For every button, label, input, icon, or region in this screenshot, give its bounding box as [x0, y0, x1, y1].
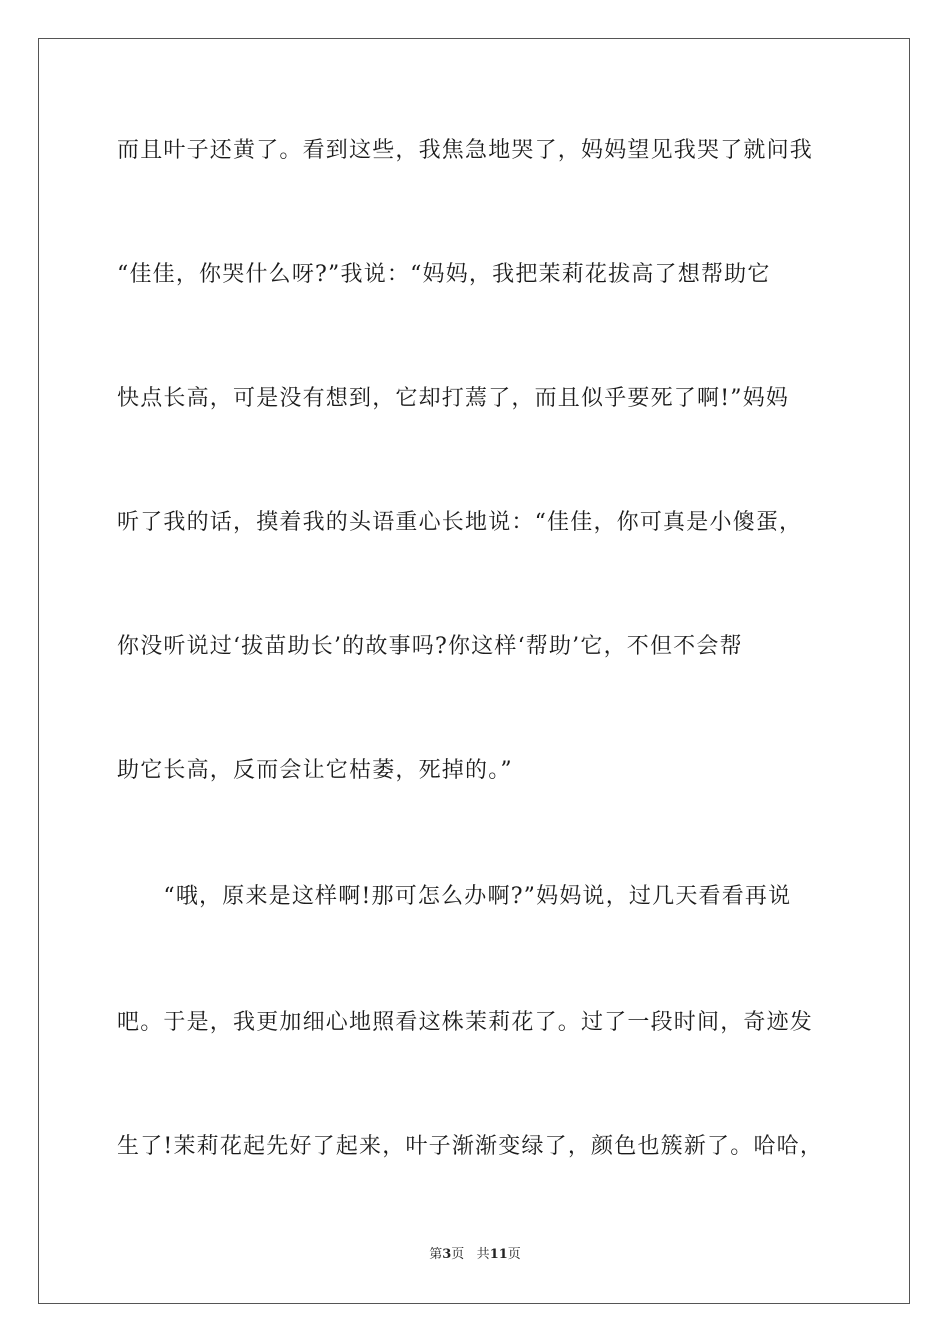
text-line-5: 你没听说过‘拔苗助长’的故事吗?你这样‘帮助’它，不但不会帮: [117, 634, 743, 659]
footer-total-prefix: 共: [476, 1247, 490, 1262]
text-line-9: 生了!茉莉花起先好了起来，叶子渐渐变绿了，颜色也簇新了。哈哈，: [117, 1134, 824, 1159]
text-line-4: 听了我的话，摸着我的头语重心长地说：“佳佳，你可真是小傻蛋，: [117, 510, 803, 535]
footer-total-number: 11: [489, 1247, 508, 1262]
text-line-7: “哦，原来是这样啊!那可怎么办啊?”妈妈说，过几天看看再说: [117, 884, 792, 909]
text-line-1: 而且叶子还黄了。看到这些，我焦急地哭了，妈妈望见我哭了就问我: [117, 138, 814, 163]
footer-page-prefix: 第: [429, 1247, 443, 1262]
footer-page-number: 3: [442, 1247, 452, 1262]
page-border: [38, 38, 910, 1304]
text-line-6: 助它长高，反而会让它枯萎，死掉的。”: [117, 758, 513, 783]
footer-page-suffix: 页: [451, 1247, 465, 1262]
page-footer: [0, 1246, 950, 1264]
footer-total-suffix: 页: [507, 1247, 521, 1262]
text-line-2: “佳佳，你哭什么呀?”我说：“妈妈，我把茉莉花拔高了想帮助它: [117, 262, 771, 287]
text-line-8: 吧。于是，我更加细心地照看这株茉莉花了。过了一段时间，奇迹发: [117, 1010, 814, 1035]
text-line-3: 快点长高，可是没有想到，它却打蔫了，而且似乎要死了啊!”妈妈: [117, 386, 790, 411]
